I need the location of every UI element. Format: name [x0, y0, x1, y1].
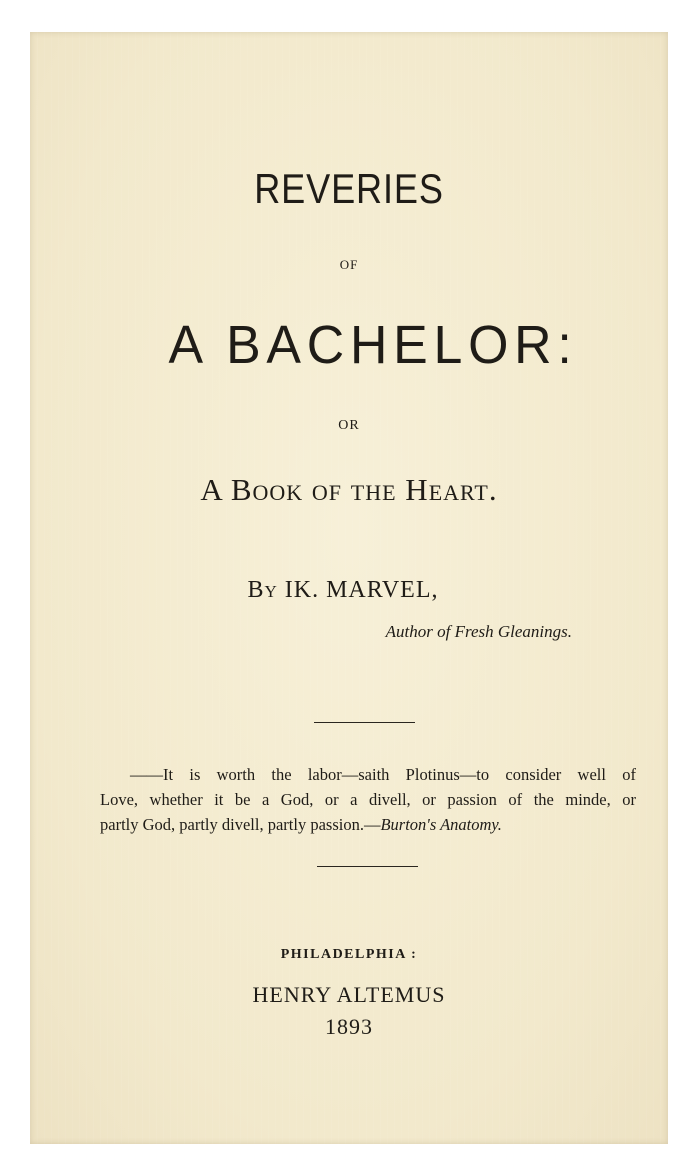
- epigraph-source: Burton's Anatomy.: [380, 815, 502, 834]
- epigraph: [100, 762, 636, 837]
- imprint-city: PHILADELPHIA :: [280, 947, 418, 962]
- title-line-1: REVERIES: [254, 165, 444, 212]
- title-line-2: A BACHELOR:: [168, 315, 578, 375]
- imprint-publisher: HENRY ALTEMUS: [252, 982, 446, 1007]
- top-divider: [314, 722, 415, 723]
- subtitle: A Book of the Heart.: [200, 472, 498, 507]
- bottom-divider: [317, 866, 418, 867]
- epigraph-line-3-text: partly God, partly divell, partly passion.—: [100, 815, 381, 834]
- imprint-year: 1893: [325, 1014, 373, 1039]
- or-connector: OR: [338, 418, 360, 433]
- title-page: [30, 32, 668, 1144]
- epigraph-line-3: [100, 812, 636, 837]
- of-connector: OF: [339, 257, 359, 272]
- epigraph-line-1: ——It is worth the labor—saith Plotinus—to consider well of: [130, 765, 636, 784]
- byline: By IK. MARVEL,: [247, 577, 439, 603]
- epigraph-line-2: Love, whether it be a God, or a divell, or passion of the minde, or: [100, 790, 636, 809]
- author-credit: Author of Fresh Gleanings.: [385, 622, 572, 641]
